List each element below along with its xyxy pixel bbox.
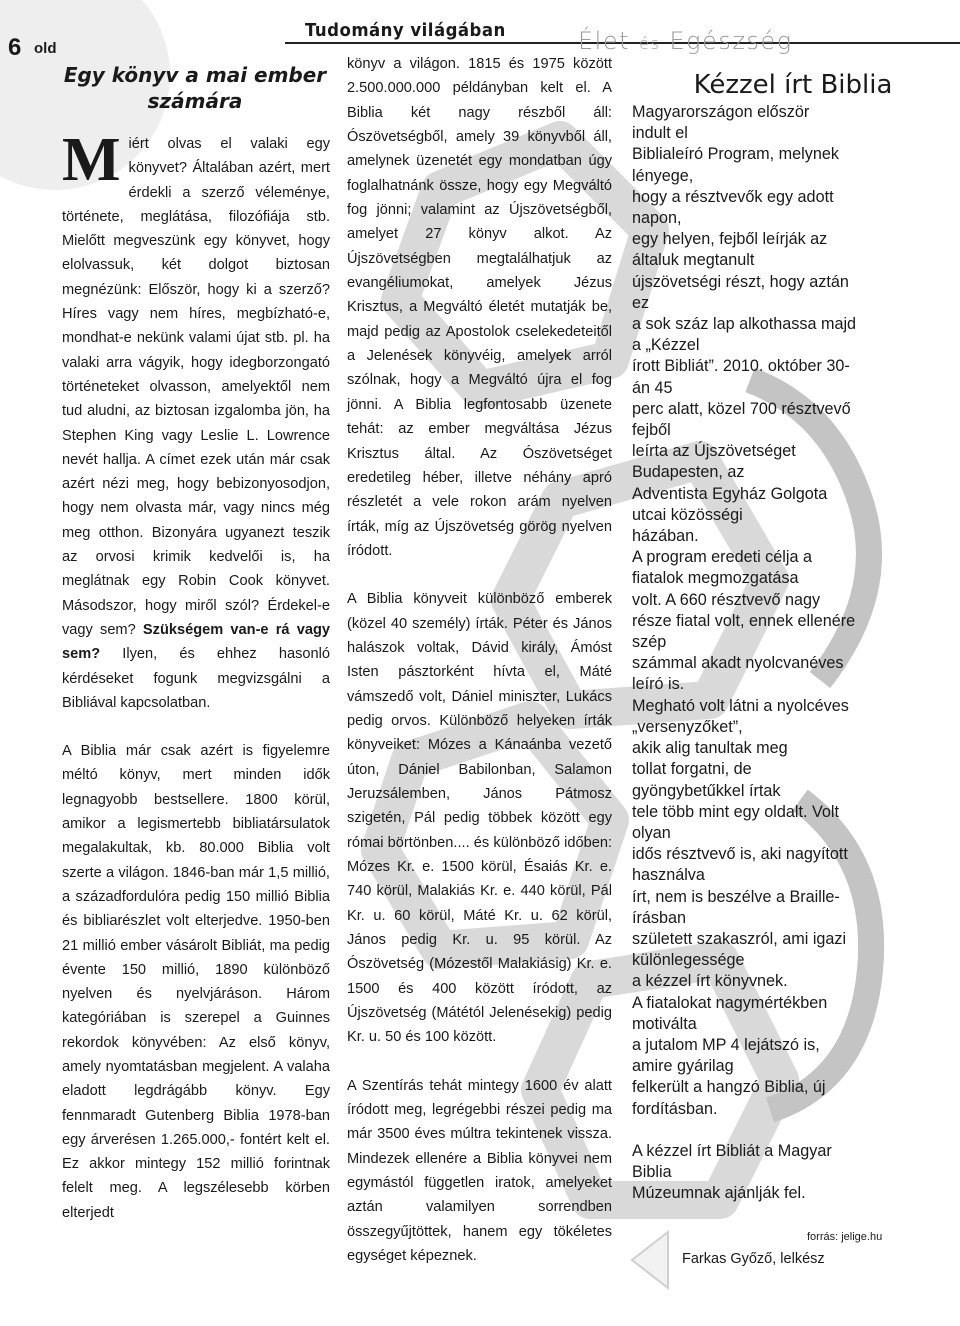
sidebar-paragraph-2: A kézzel írt Bibliát a Magyar Biblia Múzeumnak ajánlják fel.	[632, 1141, 832, 1203]
article-column-2	[347, 52, 612, 1269]
article-paragraph-4: A Biblia könyveit különböző emberek (közel 40 személy) írták. Péter és János halászok voltak, Dávid király, Ámóst Isten pásztorként hívta el, Máté vámszedő volt, Dániel miniszter, Lukács pedig orvos. Különböző helyeken írták könyveiket: Mózes a Kánaánba vezető úton, Dániel Babilonban, Salamon Jeruzsálemben, János Pátmosz szigetén, Pál pedig többek között egy római börtönben.... és különböző időben: Mózes Kr. e. 1500 körül, Ésaiás Kr. e. 740 körül, Malakiás Kr. e. 440 körül, Pál Kr. u. 60 körül, Máté Kr. u. 62 körül, János pedig Kr. u. 95 körül. Az Ószövetség (Mózestől Malakiásig) Kr. e. 1500 és 400 között íródott, az Újszövetség (Mátétól Jelenésekig) pedig Kr. u. 50 és 100 között.	[347, 591, 612, 1046]
section-label: Tudomány világában	[305, 20, 506, 41]
article-paragraph-2: A Biblia már csak azért is figyelemre méltó könyv, mert minden idők legnagyobb bestsellere. 1800 körül, amikor a legismertebb bibliatársulatok megalakultak, kb. 80.000 Biblia volt szerte a világon. 1846-ban már 1,5 millió, a századfordulóra pedig 150 millió Biblia és bibliarészlet volt elterjedve. 1950-ben 21 millió ember vásárolt Bibliát, ma pedig évente 150 millió, 1890 különböző nyelven és nyelvjáráson. Három kategóriában is szerepel a Guinnes rekordok könyvében: Az első könyv, amely nyomtatásban megjelent. A valaha eladott legdrágább könyv. Egy fennmaradt Gutenberg Biblia 1978-ban egy árverésen 1.265.000,- fontért kelt el. Ez akkor mintegy 152 millió forintnak felelt meg. A legszélesebb körben elterjedt	[62, 743, 330, 1221]
page-number: 6	[8, 34, 22, 61]
bold-question: Szükségem van-e rá vagy sem?	[62, 621, 330, 663]
brand-word-1: Élet	[578, 27, 631, 55]
article-column-1	[62, 126, 330, 1225]
triangle-ornament-icon	[628, 1228, 672, 1292]
sidebar-paragraph-1: Magyarországon először indult el Biblialeíró Program, melynek lényege, hogy a résztvevők egy adott napon, egy helyen, fejből leírják az általuk megtanult újszövetségi részt, hogy aztán ez a sok száz lap alkothassa majd a „Kézzel írott Bibliát”. 2010. október 30- án 45 perc alatt, közel 700 résztvevő fejből leírta az Újszövetséget Budapesten, az Adventista Egyház Golgota utcai közösségi házában. A program eredeti célja a fiatalok megmozgatása volt. A 660 résztvevő nagy része fiatal volt, ennek ellenére szép számmal akadt nyolcvanéves leíró is. Megható volt látni a nyolcéves „versenyzőket”, akik alig tanultak meg tollat forgatni, de gyöngybetűkkel írtak tele több mint egy oldalt. Volt olyan idős résztvevő is, aki nagyított használva írt, nem is beszélve a Braille- írásban született szakaszról, ami igazi különlegessége a kézzel írt könyvnek. A fiatalokat nagymértékben motiválta a jutalom MP 4 lejátszó is, amire gyárilag felkerült a hangzó Biblia, új fordításban.	[632, 103, 857, 1118]
article-paragraph-1: Miért olvas el valaki egy könyvet? Általában azért, mert érdekli a szerző véleménye, története, meglátása, filozófiája stb. Mielőtt megveszünk egy könyvet, hogy elolvassuk, két dolgot biztosan megnézünk: Először, hogy ki a szerző? Híres vagy nem híres, megbízható-e, mondhat-e nekünk valami újat stb. pl. ha valaki arra vágyik, hogy idegborzongató történeteket olvasson, amelyektől nem tud aludni, az biztosan izgalomba jön, ha Stephen King vagy Leslie L. Lowrence nevét hallja. A címet ezek után már csak azért nézi meg, hogy bebizonyosodjon, hogy nem olvasta már, vagy nincs még meg otthon. Bizonyára ugyanezt teszik az orvosi krimik kedvelői is, ha meglátnak egy Robin Cook könyvet. Másodszor, hogy miről szól? Érdekel-e vagy sem? Szükségem van-e rá vagy sem? Ilyen, és ehhez hasonló kérdéseket fogunk megvizsgálni a Bibliával kapcsolatban.	[62, 126, 330, 711]
sidebar-article-body	[632, 102, 932, 1204]
page-number-suffix: old	[34, 40, 57, 57]
brand-word-3: Egészség	[669, 27, 793, 55]
magazine-brand	[578, 27, 793, 55]
article-title: Egy könyv a mai ember számára	[63, 63, 327, 113]
author-credit: Farkas Győző, lelkész	[682, 1251, 825, 1267]
article-paragraph-3: könyv a világon. 1815 és 1975 között 2.500.000.000 példányban kelt el. A Biblia két nagy részből áll: Ószövetségből, amely 39 könyvből áll, amelynek üzenetét egy mondatban úgy foglalhatnánk össze, hogy egy Megváltó fog jönni; valamint az Újszövetségből, amelyet 27 könyv alkot. Az Újszövetségben megtalálhatjuk az evangéliumokat, amelyek Jézus Krisztus, a Megváltó életét mutatják be, majd pedig az Apostolok cselekedeteitől a Jelenések könyvéig, amelyek arról szólnak, hogy a Megváltó újra el fog jönni. A Biblia legfontosabb üzenete tehát: az ember megváltása Jézus Krisztus által. Az Ószövetséget eredetileg héber, illetve néhány apró részletét a vele rokon arám nyelven írták, míg az Újszövetség görög nyelven íródott.	[347, 56, 612, 559]
source-credit: forrás: jelige.hu	[807, 1231, 883, 1243]
brand-word-2: és	[639, 34, 661, 53]
article-paragraph-5: A Szentírás tehát mintegy 1600 év alatt íródott meg, legrégebbi részei pedig ma már 3500 éves múltra tekintenek vissza. Mindezek ellenére a Biblia könyvei nem egymástól független iratok, amelyeket aztán valamilyen sorrendben összegyűjtöttek, hanem egy tökéletes egységet képeznek.	[347, 1077, 612, 1265]
drop-cap: M	[62, 126, 121, 194]
sidebar-article-title: Kézzel írt Biblia	[693, 70, 893, 100]
